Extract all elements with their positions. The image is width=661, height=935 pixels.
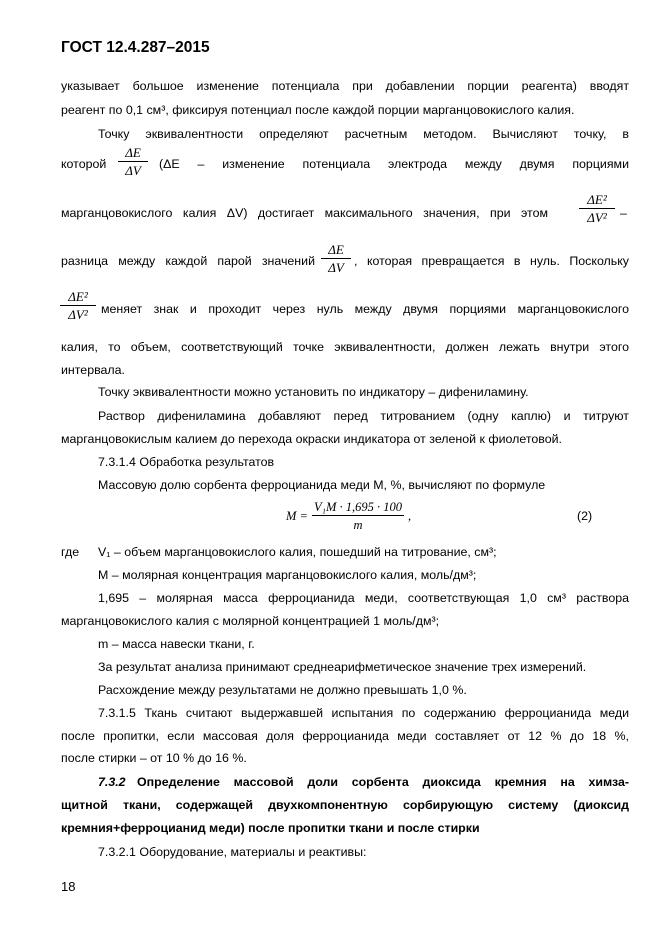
section-number: 7.3.2	[98, 775, 126, 789]
text-line: Точку эквивалентности можно установить по индикатору – дифениламину.	[98, 385, 529, 399]
formula-denominator: m	[353, 518, 363, 532]
text-line: V₁ – объем марганцовокислого калия, пошедший на титрование, см³;	[98, 545, 497, 559]
text-line: реагент по 0,1 см³, фиксируя потенциал после каждой порции марганцовокислого калия.	[61, 103, 575, 117]
fraction-denominator: ΔV	[328, 260, 344, 275]
text-line: Раствор дифениламина добавляют перед титрованием (одну каплю) и титруют	[98, 409, 629, 423]
text-line: марганцовокислого калия ΔV) достигает максимального значения, при этом	[61, 206, 548, 220]
document-header: ГОСТ 12.4.287–2015	[61, 39, 210, 56]
section-heading: Определение массовой доли сорбента диоксида кремния на химза-	[137, 775, 629, 789]
formula-fraction	[312, 500, 404, 532]
page-number: 18	[61, 879, 76, 894]
text-line: интервала.	[61, 363, 125, 377]
section-heading: щитной ткани, содержащей двухкомпонентную сорбирующую систему (диоксид	[61, 798, 629, 812]
formula-numerator: V₁M · 1,695 · 100	[313, 500, 403, 514]
fraction-dE2-dV2	[579, 192, 615, 225]
text-line: m – масса навески ткани, г.	[98, 637, 255, 651]
text-line: Массовую долю сорбента ферроцианида меди M, %, вычисляют по формуле	[98, 478, 546, 492]
text-line: которой	[61, 157, 107, 171]
subsection-heading: 7.3.2.1 Оборудование, материалы и реактивы:	[98, 845, 367, 859]
formula-comma: ,	[408, 509, 412, 523]
text-line: M – молярная концентрация марганцовокислого калия, моль/дм³;	[98, 568, 477, 582]
text-line: где	[61, 545, 80, 559]
text-line: марганцовокислого калия с молярной концентрацией 1 моль/дм³;	[61, 614, 440, 628]
fraction-numerator: ΔE²	[587, 192, 607, 207]
text-line: 7.3.1.5 Ткань считают выдержавшей испытания по содержанию ферроцианида меди	[98, 706, 629, 720]
text-line: указывает большое изменение потенциала при добавлении порции реагента) вводят	[61, 79, 629, 93]
fraction-numerator: ΔE²	[68, 289, 88, 304]
subsection-heading: 7.3.1.4 Обработка результатов	[98, 455, 275, 469]
text-line: меняет знак и проходит через нуль между двумя порциями марганцовокислого	[101, 302, 629, 316]
text-line: За результат анализа принимают среднеарифметическое значение трех измерений.	[98, 660, 587, 674]
text-line: Расхождение между результатами не должно превышать 1,0 %.	[98, 683, 467, 697]
text-line: после пропитки, если массовая доля ферроцианида меди составляет от 12 % до 18 %,	[61, 729, 629, 743]
fraction-bar	[579, 208, 615, 209]
text-line: (ΔE – изменение потенциала электрода между двумя порциями	[159, 157, 629, 171]
text-line: –	[620, 206, 627, 220]
fraction-dE-dV	[321, 242, 351, 275]
fraction-bar	[60, 305, 96, 306]
fraction-bar	[321, 258, 351, 259]
fraction-denominator: ΔV	[125, 163, 141, 178]
fraction-dE2-dV2	[60, 289, 96, 322]
fraction-bar	[118, 161, 148, 162]
fraction-numerator: ΔE	[125, 145, 141, 160]
fraction-dE-dV	[118, 145, 148, 178]
fraction-denominator: ΔV²	[587, 210, 607, 225]
text-line: Точку эквивалентности определяют расчетным методом. Вычисляют точку, в	[98, 127, 629, 141]
fraction-numerator: ΔE	[328, 242, 344, 257]
equation-number: (2)	[577, 509, 593, 523]
text-line: 1,695 – молярная масса ферроцианида меди, соответствующая 1,0 см³ раствора	[98, 591, 629, 605]
formula-lhs: M =	[286, 509, 308, 523]
text-line: калия, то объем, соответствующий точке эквивалентности, должен лежать внутри этого	[61, 340, 629, 354]
text-line: после стирки – от 10 % до 16 %.	[61, 751, 247, 765]
fraction-bar	[312, 515, 404, 516]
text-line: , которая превращается в нуль. Поскольку	[354, 254, 629, 268]
section-heading: кремния+ферроцианид меди) после пропитки ткани и после стирки	[61, 821, 480, 835]
text-line: марганцовокислым калием до перехода окраски индикатора от зеленой к фиолетовой.	[61, 432, 562, 446]
text-line: разница между каждой парой значений	[61, 254, 315, 268]
fraction-denominator: ΔV²	[68, 307, 88, 322]
